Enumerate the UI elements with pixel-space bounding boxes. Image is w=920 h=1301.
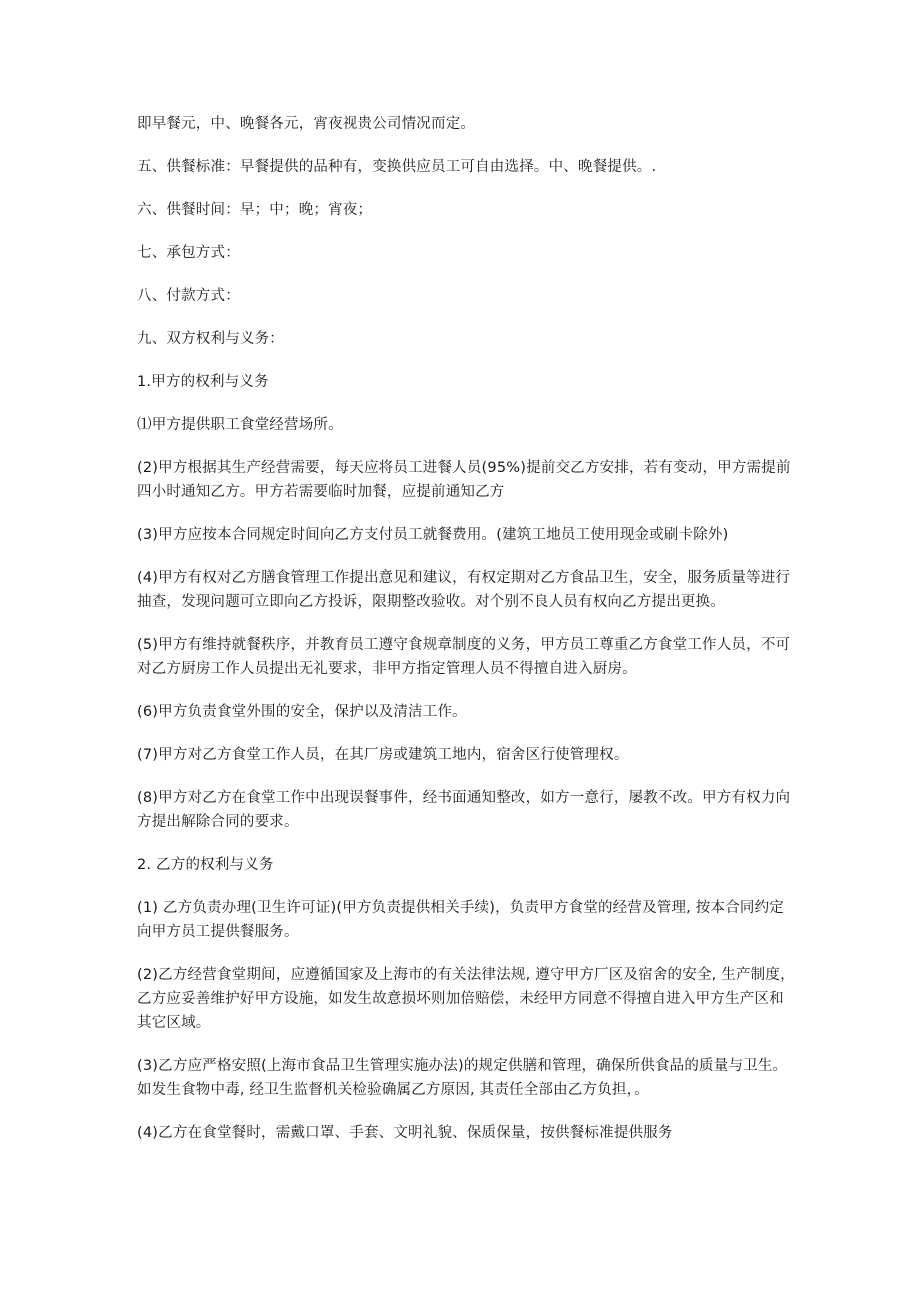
clause-a-2: (2)甲方根据其生产经营需要，每天应将员工进餐人员(95%)提前交乙方安排，若有变动，甲方需提前四小时通知乙方。甲方若需要临时加餐，应提前通知乙方	[137, 460, 791, 500]
section-heading-party-a: 1.甲方的权利与义务	[137, 374, 269, 390]
clause-a-3: (3)甲方应按本合同规定时间向乙方支付员工就餐费用。(建筑工地员工使用现金或刷卡除外)	[137, 527, 729, 543]
clause-a-7: (7)甲方对乙方食堂工作人员，在其厂房或建筑工地内，宿舍区行使管理权。	[137, 747, 629, 763]
document-page	[137, 112, 797, 1164]
clause-b-2: (2)乙方经营食堂期间，应遵循国家及上海市的有关法律法规, 遵守甲方厂区及宿舍的安全, 生产制度，乙方应妥善维护好甲方设施，如发生故意损坏则加倍赔偿，未经甲方同意不得擅自进入甲方生产区和其它区域。	[137, 967, 795, 1031]
clause-b-1: (1) 乙方负责办理(卫生许可证)(甲方负责提供相关手续)，负责甲方食堂的经营及管理, 按本合同约定向甲方员工提供餐服务。	[137, 900, 784, 940]
paragraph-meal-standard: 五、供餐标准：早餐提供的品种有，变换供应员工可自由选择。中、晚餐提供。.	[137, 159, 657, 175]
paragraph-payment-method: 八、付款方式：	[137, 288, 240, 304]
clause-a-8: (8)甲方对乙方在食堂工作中出现误餐事件，经书面通知整改，如方一意行，屡教不改。甲方有权力向方提出解除合同的要求。	[137, 790, 791, 830]
clause-a-6: (6)甲方负责食堂外围的安全，保护以及清洁工作。	[137, 704, 467, 720]
paragraph-breakfast-price: 即早餐元，中、晚餐各元，宵夜视贵公司情况而定。	[137, 116, 476, 132]
section-heading-party-b: 2. 乙方的权利与义务	[137, 857, 274, 873]
paragraph-contract-method: 七、承包方式：	[137, 245, 240, 261]
clause-a-4: (4)甲方有权对乙方膳食管理工作提出意见和建议，有权定期对乙方食品卫生，安全，服务质量等进行抽查，发现问题可立即向乙方投诉，限期整改验收。对个别不良人员有权向乙方提出更换。	[137, 570, 791, 610]
clause-b-4: (4)乙方在食堂餐时，需戴口罩、手套、文明礼貌、保质保量，按供餐标准提供服务	[137, 1125, 673, 1141]
clause-b-3: (3)乙方应严格安照(上海市食品卫生管理实施办法)的规定供膳和管理，确保所供食品的质量与卫生。如发生食物中毒, 经卫生监督机关检验确属乙方原因, 其责任全部由乙方负担，。	[137, 1058, 788, 1098]
clause-a-5: (5)甲方有维持就餐秩序，并教育员工遵守食规章制度的义务，甲方员工尊重乙方食堂工作人员，不可对乙方厨房工作人员提出无礼要求，非甲方指定管理人员不得擅自进入厨房。	[137, 637, 791, 677]
clause-a-1: ⑴甲方提供职工食堂经营场所。	[137, 417, 343, 433]
paragraph-rights-heading: 九、双方权利与义务：	[137, 331, 284, 347]
paragraph-meal-time: 六、供餐时间：早；中；晚；宵夜；	[137, 202, 373, 218]
